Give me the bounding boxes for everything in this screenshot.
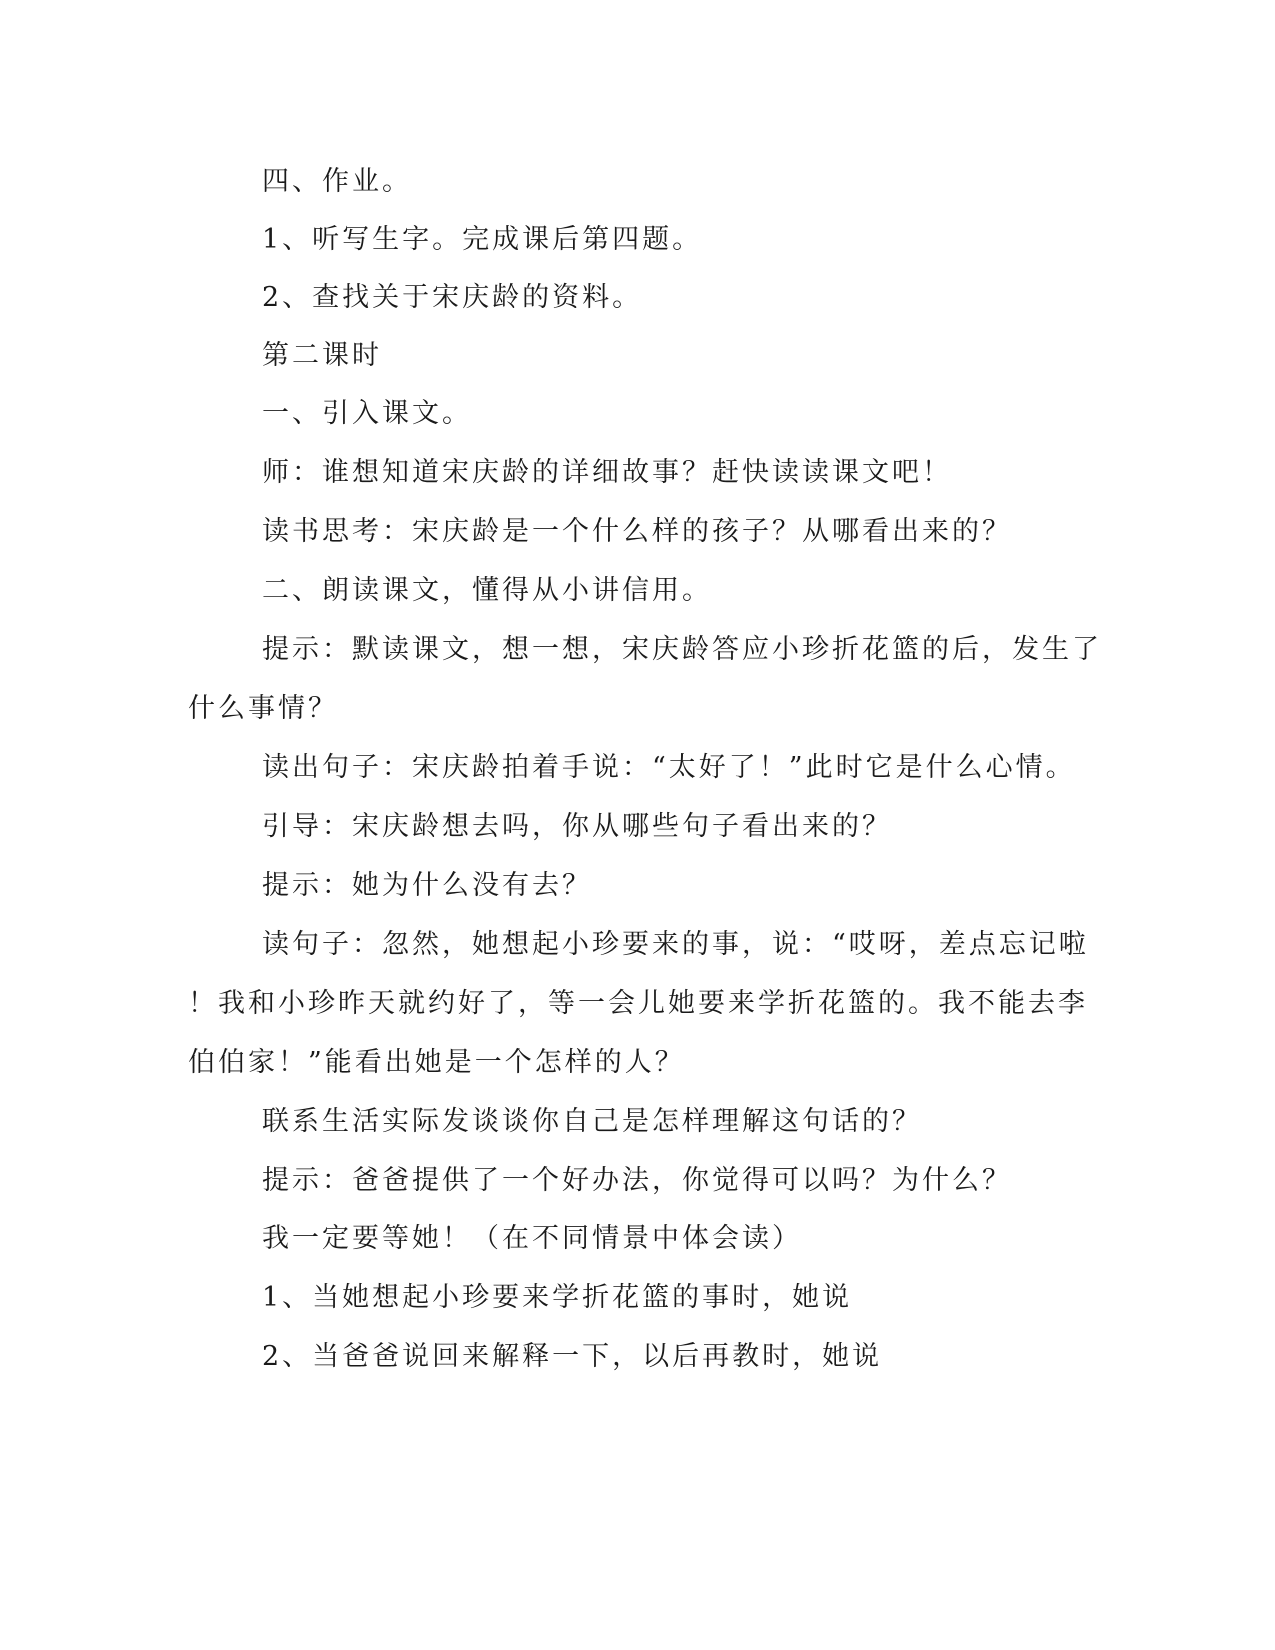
- list-item-2: 2、当爸爸说回来解释一下，以后再教时，她说: [262, 1341, 883, 1372]
- paragraph-teacher: 师：谁想知道宋庆龄的详细故事？赶快读读课文吧！: [262, 457, 952, 488]
- list-item-1: 1、当她想起小珍要来学折花篮的事时，她说: [262, 1282, 853, 1313]
- paragraph-reading-question: 读书思考：宋庆龄是一个什么样的孩子？从哪看出来的？: [262, 516, 1012, 547]
- paragraph-hint-1-cont: 什么事情？: [188, 693, 338, 724]
- paragraph-read-sentence-2: 读句子：忽然，她想起小珍要来的事，说：“哎呀，差点忘记啦: [262, 929, 1089, 960]
- paragraph-read-sentence-2-end: 伯伯家！”能看出她是一个怎样的人？: [188, 1047, 685, 1078]
- paragraph-hint-1: 提示：默读课文，想一想，宋庆龄答应小珍折花篮的后，发生了: [262, 634, 1102, 665]
- section-heading-intro: 一、引入课文。: [262, 398, 472, 429]
- paragraph-hint-3: 提示：爸爸提供了一个好办法，你觉得可以吗？为什么？: [262, 1165, 1012, 1196]
- homework-item-1: 1、听写生字。完成课后第四题。: [262, 224, 703, 255]
- homework-item-2: 2、查找关于宋庆龄的资料。: [262, 282, 643, 313]
- lesson-heading: 第二课时: [262, 340, 382, 371]
- paragraph-relate-life: 联系生活实际发谈谈你自己是怎样理解这句话的？: [262, 1106, 922, 1137]
- paragraph-hint-2: 提示：她为什么没有去？: [262, 870, 592, 901]
- section-heading-homework: 四、作业。: [262, 166, 412, 197]
- paragraph-must-wait: 我一定要等她！（在不同情景中体会读）: [262, 1223, 802, 1254]
- section-heading-read-aloud: 二、朗读课文，懂得从小讲信用。: [262, 575, 712, 606]
- paragraph-read-sentence-2-cont: ！我和小珍昨天就约好了，等一会儿她要来学折花篮的。我不能去李: [188, 988, 1088, 1019]
- paragraph-read-sentence: 读出句子：宋庆龄拍着手说：“太好了！”此时它是什么心情。: [262, 752, 1076, 783]
- paragraph-guide: 引导：宋庆龄想去吗，你从哪些句子看出来的？: [262, 811, 892, 842]
